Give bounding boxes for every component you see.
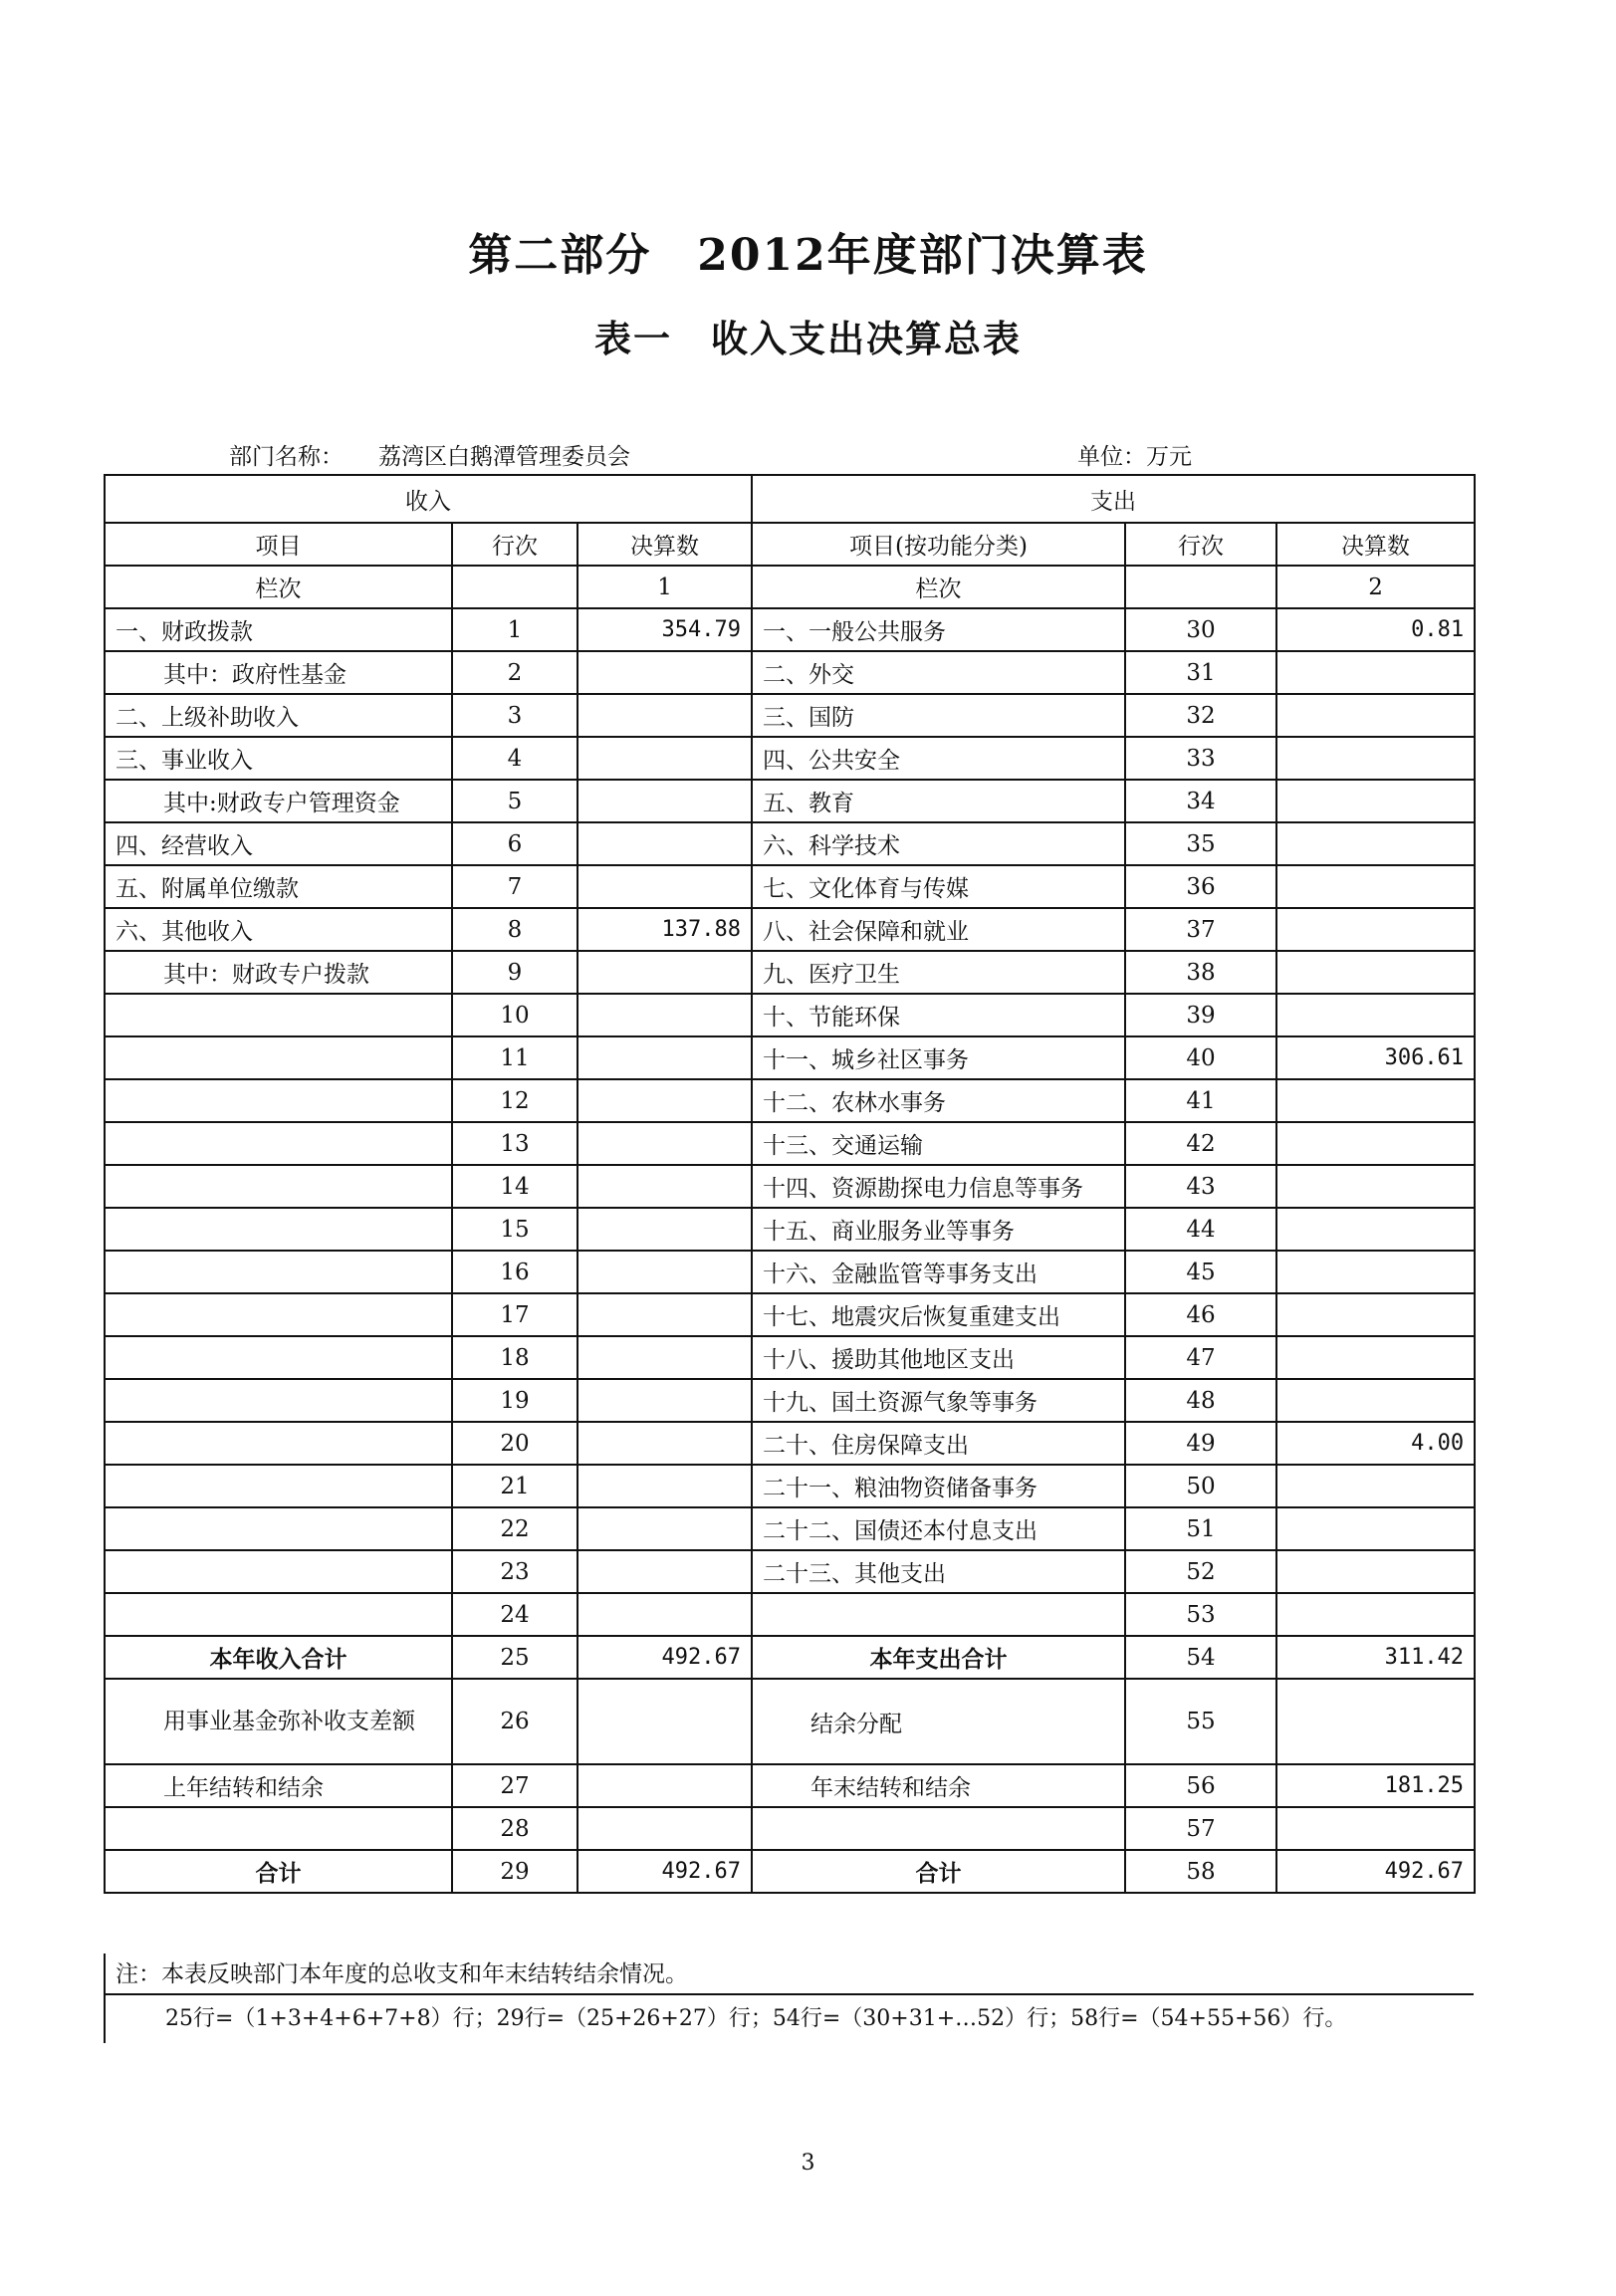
- income-amount: [577, 865, 752, 908]
- expense-row-number: 44: [1125, 1208, 1276, 1251]
- income-amount: [577, 1251, 752, 1293]
- table-row: [105, 737, 1475, 780]
- income-row-header: 行次: [452, 523, 577, 566]
- table-row: [105, 780, 1475, 822]
- income-row-number: 25: [452, 1636, 577, 1679]
- income-row-number: 12: [452, 1079, 577, 1122]
- subtotal-row: [105, 1636, 1475, 1679]
- income-amount: [577, 1036, 752, 1079]
- income-amount: [577, 1507, 752, 1550]
- expense-amount: [1276, 865, 1475, 908]
- income-item: 二、上级补助收入: [105, 694, 452, 737]
- expense-item: [752, 1807, 1125, 1850]
- table-row: [105, 1165, 1475, 1208]
- expense-row-number: 58: [1125, 1850, 1276, 1893]
- total-row: [105, 1850, 1475, 1893]
- income-amount: [577, 1807, 752, 1850]
- income-column-index: 1: [577, 566, 752, 608]
- empty-cell: [452, 566, 577, 608]
- expense-amount: [1276, 737, 1475, 780]
- expense-item: 十一、城乡社区事务: [752, 1036, 1125, 1079]
- expense-row-number: 38: [1125, 951, 1276, 994]
- income-amount: [577, 951, 752, 994]
- expense-row-number: 52: [1125, 1550, 1276, 1593]
- income-column-index-label: 栏次: [105, 566, 452, 608]
- expense-item: 一、一般公共服务: [752, 608, 1125, 651]
- expense-row-number: 39: [1125, 994, 1276, 1036]
- income-item: [105, 1422, 452, 1465]
- income-amount: [577, 1293, 752, 1336]
- income-item: [105, 1036, 452, 1079]
- income-amount: [577, 1550, 752, 1593]
- expense-amount: [1276, 1336, 1475, 1379]
- income-amount: [577, 1379, 752, 1422]
- expense-amount: [1276, 1593, 1475, 1636]
- document-title: 第二部分 2012年度部门决算表: [468, 230, 1148, 281]
- expense-row-number: 56: [1125, 1764, 1276, 1807]
- fund-balance-row: [105, 1679, 1475, 1764]
- income-item: [105, 1293, 452, 1336]
- expense-amount: [1276, 1379, 1475, 1422]
- expense-item: 九、医疗卫生: [752, 951, 1125, 994]
- income-item: [105, 1507, 452, 1550]
- expense-row-number: 40: [1125, 1036, 1276, 1079]
- income-item: 四、经营收入: [105, 822, 452, 865]
- department-label: 部门名称：: [229, 444, 344, 470]
- income-section-header: 收入: [105, 475, 752, 523]
- expense-amount: [1276, 694, 1475, 737]
- expense-amount: 0.81: [1276, 608, 1475, 651]
- income-item-header: 项目: [105, 523, 452, 566]
- expense-amount: [1276, 1208, 1475, 1251]
- expense-item: 十五、商业服务业等事务: [752, 1208, 1125, 1251]
- income-amount: [577, 1764, 752, 1807]
- table-row: [105, 1036, 1475, 1079]
- income-row-number: 7: [452, 865, 577, 908]
- section-header-row: [105, 475, 1475, 523]
- income-row-number: 29: [452, 1850, 577, 1893]
- table-row: [105, 1465, 1475, 1507]
- income-amount: 492.67: [577, 1636, 752, 1679]
- expense-column-index-label: 栏次: [752, 566, 1125, 608]
- income-amount: 137.88: [577, 908, 752, 951]
- expense-row-number: 49: [1125, 1422, 1276, 1465]
- expense-item: 七、文化体育与传媒: [752, 865, 1125, 908]
- income-amount: [577, 694, 752, 737]
- income-row-number: 4: [452, 737, 577, 780]
- table-row: [105, 822, 1475, 865]
- expense-item: 十六、金融监管等事务支出: [752, 1251, 1125, 1293]
- income-row-number: 1: [452, 608, 577, 651]
- expense-row-number: 33: [1125, 737, 1276, 780]
- income-item: [105, 1251, 452, 1293]
- income-row-number: 10: [452, 994, 577, 1036]
- department-name: 荔湾区白鹅潭管理委员会: [378, 444, 630, 470]
- income-amount: [577, 1208, 752, 1251]
- expense-amount-header: 决算数: [1276, 523, 1475, 566]
- expense-item: 十、节能环保: [752, 994, 1125, 1036]
- expense-amount: [1276, 822, 1475, 865]
- expense-row-number: 41: [1125, 1079, 1276, 1122]
- income-row-number: 14: [452, 1165, 577, 1208]
- expense-item: 三、国防: [752, 694, 1125, 737]
- income-amount: [577, 780, 752, 822]
- expense-amount: [1276, 1293, 1475, 1336]
- expense-amount: [1276, 1465, 1475, 1507]
- expense-amount: [1276, 1079, 1475, 1122]
- table-row: [105, 1336, 1475, 1379]
- unit-label: 单位：万元: [1077, 444, 1192, 470]
- income-row-number: 20: [452, 1422, 577, 1465]
- expense-item: 二十、住房保障支出: [752, 1422, 1125, 1465]
- table-row: [105, 1550, 1475, 1593]
- expense-row-header: 行次: [1125, 523, 1276, 566]
- income-item: [105, 1208, 452, 1251]
- table-row: [105, 1507, 1475, 1550]
- expense-amount: [1276, 1807, 1475, 1850]
- income-row-number: 23: [452, 1550, 577, 1593]
- income-item: [105, 1593, 452, 1636]
- expense-row-number: 50: [1125, 1465, 1276, 1507]
- income-row-number: 24: [452, 1593, 577, 1636]
- income-row-number: 6: [452, 822, 577, 865]
- table-row: [105, 608, 1475, 651]
- expense-row-number: 36: [1125, 865, 1276, 908]
- carryover-row: [105, 1764, 1475, 1807]
- income-row-number: 18: [452, 1336, 577, 1379]
- income-item: [105, 1379, 452, 1422]
- income-item: 用事业基金弥补收支差额: [105, 1679, 452, 1764]
- expense-amount: [1276, 1251, 1475, 1293]
- income-amount: [577, 737, 752, 780]
- income-expense-table: [104, 474, 1476, 1894]
- income-row-number: 19: [452, 1379, 577, 1422]
- income-item: [105, 994, 452, 1036]
- expense-row-number: 53: [1125, 1593, 1276, 1636]
- column-header-row: [105, 523, 1475, 566]
- income-row-number: 16: [452, 1251, 577, 1293]
- income-item: 其中：政府性基金: [105, 651, 452, 694]
- expense-amount: 4.00: [1276, 1422, 1475, 1465]
- expense-row-number: 54: [1125, 1636, 1276, 1679]
- income-row-number: 3: [452, 694, 577, 737]
- income-amount: [577, 1165, 752, 1208]
- income-item: 其中：财政专户拨款: [105, 951, 452, 994]
- expense-row-number: 43: [1125, 1165, 1276, 1208]
- expense-row-number: 47: [1125, 1336, 1276, 1379]
- income-row-number: 22: [452, 1507, 577, 1550]
- table-row: [105, 1122, 1475, 1165]
- expense-item: 本年支出合计: [752, 1636, 1125, 1679]
- expense-amount: [1276, 908, 1475, 951]
- income-row-number: 8: [452, 908, 577, 951]
- expense-item: 六、科学技术: [752, 822, 1125, 865]
- income-row-number: 28: [452, 1807, 577, 1850]
- income-amount: [577, 994, 752, 1036]
- expense-row-number: 57: [1125, 1807, 1276, 1850]
- expense-amount: [1276, 951, 1475, 994]
- income-item: 其中:财政专户管理资金: [105, 780, 452, 822]
- table-row: [105, 865, 1475, 908]
- expense-item: 合计: [752, 1850, 1125, 1893]
- empty-cell: [1125, 566, 1276, 608]
- expense-item: [752, 1593, 1125, 1636]
- expense-row-number: 37: [1125, 908, 1276, 951]
- income-item: 本年收入合计: [105, 1636, 452, 1679]
- expense-amount: [1276, 994, 1475, 1036]
- income-amount-header: 决算数: [577, 523, 752, 566]
- page-number: 3: [801, 2151, 815, 2176]
- table-row: [105, 694, 1475, 737]
- expense-amount: [1276, 651, 1475, 694]
- expense-amount: 492.67: [1276, 1850, 1475, 1893]
- income-amount: [577, 1593, 752, 1636]
- income-amount: [577, 651, 752, 694]
- income-item: [105, 1079, 452, 1122]
- income-item: [105, 1550, 452, 1593]
- income-amount: 354.79: [577, 608, 752, 651]
- income-row-number: 15: [452, 1208, 577, 1251]
- formula-note: 25行=（1+3+4+6+7+8）行；29行=（25+26+27）行；54行=（30+31+…52）行；58行=（54+55+56）行。: [104, 1995, 1346, 2043]
- income-item: 上年结转和结余: [105, 1764, 452, 1807]
- income-item: [105, 1165, 452, 1208]
- expense-item: 十三、交通运输: [752, 1122, 1125, 1165]
- expense-row-number: 35: [1125, 822, 1276, 865]
- table-row: [105, 1251, 1475, 1293]
- income-item: [105, 1336, 452, 1379]
- table-row: [105, 1079, 1475, 1122]
- table-row: [105, 1422, 1475, 1465]
- expense-amount: [1276, 1550, 1475, 1593]
- expense-amount: [1276, 1679, 1475, 1764]
- expense-row-number: 48: [1125, 1379, 1276, 1422]
- document-subtitle: 表一 收入支出决算总表: [594, 317, 1022, 360]
- income-item: [105, 1122, 452, 1165]
- expense-row-number: 51: [1125, 1507, 1276, 1550]
- table-row: [105, 908, 1475, 951]
- expense-row-number: 30: [1125, 608, 1276, 651]
- expense-item: 二十二、国债还本付息支出: [752, 1507, 1125, 1550]
- income-item: 合计: [105, 1850, 452, 1893]
- income-item: [105, 1807, 452, 1850]
- income-amount: [577, 822, 752, 865]
- table-row: [105, 1807, 1475, 1850]
- expense-item: 二十一、粮油物资储备事务: [752, 1465, 1125, 1507]
- income-item: 六、其他收入: [105, 908, 452, 951]
- table-row: [105, 1208, 1475, 1251]
- income-item: 三、事业收入: [105, 737, 452, 780]
- expense-item: 四、公共安全: [752, 737, 1125, 780]
- expense-amount: [1276, 1165, 1475, 1208]
- income-amount: [577, 1079, 752, 1122]
- table-row: [105, 951, 1475, 994]
- expense-item: 年末结转和结余: [752, 1764, 1125, 1807]
- expense-amount: [1276, 1122, 1475, 1165]
- income-row-number: 13: [452, 1122, 577, 1165]
- expense-section-header: 支出: [752, 475, 1475, 523]
- expense-row-number: 46: [1125, 1293, 1276, 1336]
- expense-amount: [1276, 780, 1475, 822]
- income-amount: [577, 1336, 752, 1379]
- expense-item: 十四、资源勘探电力信息等事务: [752, 1165, 1125, 1208]
- income-row-number: 9: [452, 951, 577, 994]
- expense-row-number: 34: [1125, 780, 1276, 822]
- table-note: 注：本表反映部门本年度的总收支和年末结转结余情况。: [104, 1953, 1474, 1995]
- table-row: [105, 1379, 1475, 1422]
- income-row-number: 26: [452, 1679, 577, 1764]
- expense-item: 五、教育: [752, 780, 1125, 822]
- income-row-number: 11: [452, 1036, 577, 1079]
- expense-amount: 181.25: [1276, 1764, 1475, 1807]
- expense-item: 二十三、其他支出: [752, 1550, 1125, 1593]
- column-index-row: [105, 566, 1475, 608]
- expense-row-number: 42: [1125, 1122, 1276, 1165]
- table-row: [105, 1293, 1475, 1336]
- income-row-number: 21: [452, 1465, 577, 1507]
- expense-item: 十九、国土资源气象等事务: [752, 1379, 1125, 1422]
- expense-row-number: 45: [1125, 1251, 1276, 1293]
- income-item: [105, 1465, 452, 1507]
- income-row-number: 5: [452, 780, 577, 822]
- expense-item: 八、社会保障和就业: [752, 908, 1125, 951]
- income-amount: 492.67: [577, 1850, 752, 1893]
- income-row-number: 17: [452, 1293, 577, 1336]
- expense-item: 十七、地震灾后恢复重建支出: [752, 1293, 1125, 1336]
- table-row: [105, 994, 1475, 1036]
- expense-item: 二、外交: [752, 651, 1125, 694]
- expense-row-number: 31: [1125, 651, 1276, 694]
- expense-item: 结余分配: [752, 1679, 1125, 1764]
- expense-amount: 311.42: [1276, 1636, 1475, 1679]
- expense-column-index: 2: [1276, 566, 1475, 608]
- income-row-number: 27: [452, 1764, 577, 1807]
- table-row: [105, 651, 1475, 694]
- expense-amount: 306.61: [1276, 1036, 1475, 1079]
- income-row-number: 2: [452, 651, 577, 694]
- income-amount: [577, 1679, 752, 1764]
- expense-item: 十八、援助其他地区支出: [752, 1336, 1125, 1379]
- income-item: 五、附属单位缴款: [105, 865, 452, 908]
- expense-amount: [1276, 1507, 1475, 1550]
- table-row: [105, 1593, 1475, 1636]
- income-amount: [577, 1465, 752, 1507]
- expense-row-number: 32: [1125, 694, 1276, 737]
- expense-row-number: 55: [1125, 1679, 1276, 1764]
- income-amount: [577, 1422, 752, 1465]
- income-item: 一、财政拨款: [105, 608, 452, 651]
- expense-item-header: 项目(按功能分类): [752, 523, 1125, 566]
- expense-item: 十二、农林水事务: [752, 1079, 1125, 1122]
- income-amount: [577, 1122, 752, 1165]
